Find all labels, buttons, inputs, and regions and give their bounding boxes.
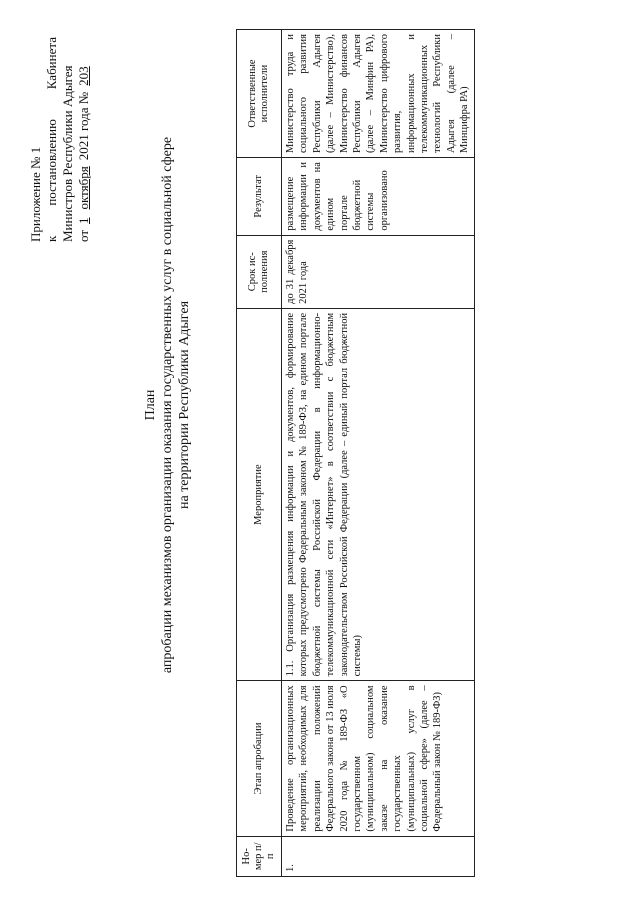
appendix-ministers: Министров Республики Адыгея <box>60 65 75 242</box>
appendix-line-3 <box>60 37 76 242</box>
cell-result: размещение информации и документов на едином портале бюджетной системы организовано <box>282 158 475 236</box>
appendix-number: 203 <box>76 66 91 86</box>
header-result: Результат <box>237 158 282 236</box>
appendix-title: Приложение № 1 <box>28 146 43 242</box>
appendix-line-1 <box>28 37 44 242</box>
cell-stage: Проведение организационных мероприятий, необходимых для реализации положений Федерального закона от 13 июля 2020 года № 189-ФЗ «О государственном (муниципальном) социальном заказе на оказание государственных (муниципальных) услуг в социальной сфере» (далее – Федеральный закон № 189-ФЗ) <box>282 681 475 836</box>
appendix-to: к <box>44 235 59 242</box>
header-term: Срок ис-полнения <box>237 235 282 308</box>
plan-title-line-3: на территории Республики Адыгея <box>177 300 192 510</box>
appendix-line-4 <box>76 37 92 242</box>
appendix-line-2 <box>44 37 60 242</box>
plan-title-line-2: апробации механизмов организации оказания государственных услуг в социальной сфере <box>160 136 175 674</box>
appendix-day: 1 <box>76 217 91 224</box>
plan-table <box>236 29 475 877</box>
appendix-cabinet: Кабинета <box>44 37 59 90</box>
cell-executors: Министерство труда и социального развития Республики Адыгея (далее – Министерство), Министерство финансов Республики Адыгея (далее – Минфин РА), Министерство цифрового развития, информационных и телекоммуникационных технологий Республики Адыгея (далее – Минцифра РА) <box>282 30 475 158</box>
appendix-month: октября <box>76 166 91 210</box>
plan-title-line-1: План <box>143 389 158 421</box>
cell-measure: 1.1. Организация размещения информации и документов, формирование которых предусмотрено Федеральным законом № 189-ФЗ, на едином портале бюджетной системы Российской Федерации в информационно-телекоммуникационной сети «Интернет» в соответствии с бюджетным законодательством Российской Федерации (далее – единый портал бюджетной системы) <box>282 308 475 681</box>
cell-term: до 31 декабря 2021 года <box>282 235 475 308</box>
table-row <box>282 30 475 877</box>
appendix-decree: постановлению <box>44 119 59 206</box>
header-executors: Ответственные исполнители <box>237 30 282 158</box>
header-measure: Мероприятие <box>237 308 282 681</box>
appendix-year: 2021 года № <box>76 91 91 161</box>
header-stage: Этап апробации <box>237 681 282 836</box>
appendix-block <box>28 37 92 242</box>
appendix-from: от <box>76 229 91 242</box>
plan-title <box>142 55 193 755</box>
header-number: Но-мер п/п <box>237 836 282 876</box>
table-header-row <box>237 30 282 877</box>
cell-number: 1. <box>282 836 475 876</box>
